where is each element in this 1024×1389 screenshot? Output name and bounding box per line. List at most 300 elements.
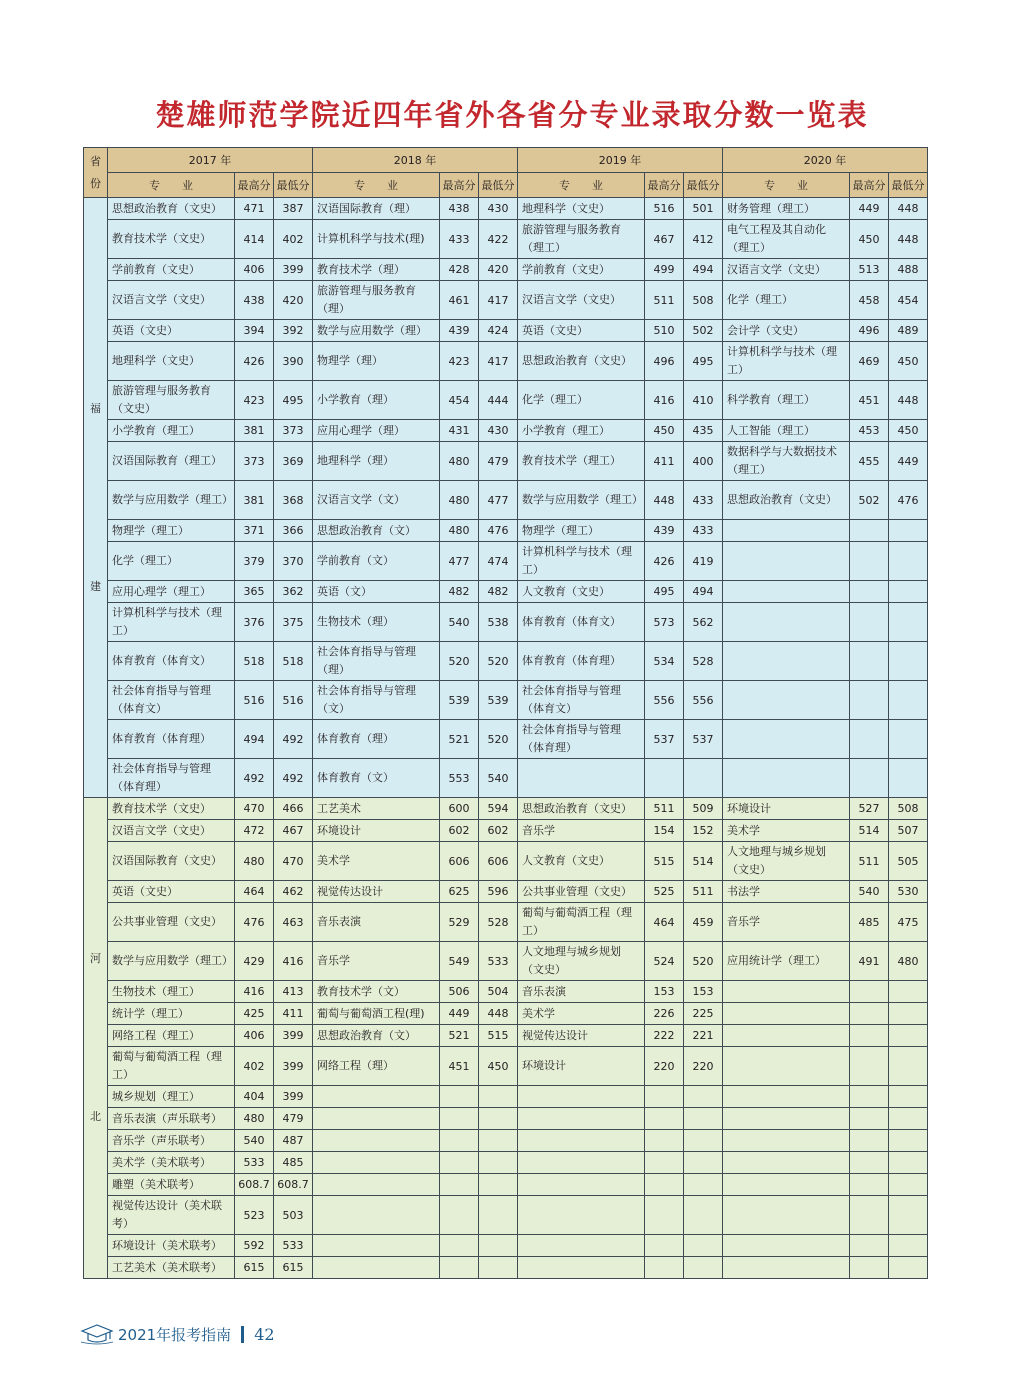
min-score-cell-2020: 488 xyxy=(889,259,928,281)
major-cell-2018: 思想政治教育（文） xyxy=(313,1025,440,1047)
min-score-cell-2018: 444 xyxy=(479,381,518,420)
major-cell-2017: 视觉传达设计（美术联考） xyxy=(108,1196,235,1235)
major-cell-2020 xyxy=(723,1152,850,1174)
max-score-cell-2019: 534 xyxy=(645,642,684,681)
max-score-cell-2020 xyxy=(850,1047,889,1086)
major-cell-2018: 物理学（理） xyxy=(313,342,440,381)
min-score-cell-2018: 594 xyxy=(479,798,518,820)
min-score-cell-2017: 495 xyxy=(274,381,313,420)
max-score-cell-2019 xyxy=(645,1257,684,1279)
max-score-cell-2018: 480 xyxy=(440,520,479,542)
table-row xyxy=(84,1235,928,1257)
table-row xyxy=(84,842,928,881)
major-cell-2018: 环境设计 xyxy=(313,820,440,842)
min-score-cell-2018: 417 xyxy=(479,281,518,320)
min-score-cell-2020: 450 xyxy=(889,420,928,442)
major-cell-2019: 音乐表演 xyxy=(518,981,645,1003)
min-score-cell-2017: 416 xyxy=(274,942,313,981)
major-cell-2017: 音乐表演（声乐联考） xyxy=(108,1108,235,1130)
min-score-cell-2020 xyxy=(889,981,928,1003)
major-cell-2020 xyxy=(723,681,850,720)
major-cell-2017: 教育技术学（文史） xyxy=(108,220,235,259)
min-score-cell-2020 xyxy=(889,603,928,642)
min-score-cell-2019: 514 xyxy=(684,842,723,881)
max-score-cell-2019: 573 xyxy=(645,603,684,642)
major-cell-2018: 英语（文） xyxy=(313,581,440,603)
major-cell-2019 xyxy=(518,1152,645,1174)
max-score-cell-2020 xyxy=(850,1108,889,1130)
table-row xyxy=(84,198,928,220)
major-cell-2019: 小学教育（理工） xyxy=(518,420,645,442)
min-score-cell-2019: 220 xyxy=(684,1047,723,1086)
major-cell-2019 xyxy=(518,1086,645,1108)
min-score-cell-2019: 508 xyxy=(684,281,723,320)
major-cell-2017: 数学与应用数学（理工） xyxy=(108,481,235,520)
min-score-cell-2020 xyxy=(889,1235,928,1257)
min-score-cell-2019: 509 xyxy=(684,798,723,820)
min-score-cell-2018 xyxy=(479,1174,518,1196)
min-score-cell-2018: 515 xyxy=(479,1025,518,1047)
max-score-cell-2017: 523 xyxy=(235,1196,274,1235)
major-cell-2019: 音乐学 xyxy=(518,820,645,842)
min-score-cell-2017: 492 xyxy=(274,720,313,759)
min-score-cell-2020 xyxy=(889,642,928,681)
table-row xyxy=(84,1257,928,1279)
max-score-cell-2018 xyxy=(440,1108,479,1130)
max-score-cell-2019 xyxy=(645,759,684,798)
major-cell-2020: 人工智能（理工） xyxy=(723,420,850,442)
major-cell-2019: 化学（理工） xyxy=(518,381,645,420)
table-row xyxy=(84,1152,928,1174)
max-score-cell-2020 xyxy=(850,1152,889,1174)
max-score-cell-2019 xyxy=(645,1086,684,1108)
max-score-cell-2019: 511 xyxy=(645,798,684,820)
min-score-cell-2019: 221 xyxy=(684,1025,723,1047)
major-cell-2018: 数学与应用数学（理） xyxy=(313,320,440,342)
major-cell-2020: 电气工程及其自动化（理工） xyxy=(723,220,850,259)
major-cell-2019 xyxy=(518,1130,645,1152)
major-cell-2020: 应用统计学（理工） xyxy=(723,942,850,981)
min-score-cell-2018: 606 xyxy=(479,842,518,881)
min-score-cell-2017: 368 xyxy=(274,481,313,520)
max-score-cell-2017: 379 xyxy=(235,542,274,581)
min-score-cell-2018: 474 xyxy=(479,542,518,581)
min-score-cell-2020 xyxy=(889,1025,928,1047)
min-score-cell-2019: 537 xyxy=(684,720,723,759)
max-score-cell-2020: 458 xyxy=(850,281,889,320)
min-score-cell-2018: 430 xyxy=(479,198,518,220)
max-score-cell-2018 xyxy=(440,1235,479,1257)
province-header: 省 份 xyxy=(84,148,108,198)
max-score-cell-2017: 464 xyxy=(235,881,274,903)
min-score-cell-2018: 479 xyxy=(479,442,518,481)
max-score-header: 最高分 xyxy=(235,173,274,198)
min-score-cell-2017: 420 xyxy=(274,281,313,320)
major-cell-2019: 数学与应用数学（理工） xyxy=(518,481,645,520)
max-score-cell-2018: 602 xyxy=(440,820,479,842)
major-cell-2017: 体育教育（体育理） xyxy=(108,720,235,759)
min-score-cell-2019 xyxy=(684,1174,723,1196)
major-cell-2019: 社会体育指导与管理（体育理） xyxy=(518,720,645,759)
max-score-cell-2019: 496 xyxy=(645,342,684,381)
major-cell-2018: 葡萄与葡萄酒工程(理) xyxy=(313,1003,440,1025)
min-score-cell-2019: 419 xyxy=(684,542,723,581)
major-cell-2019: 环境设计 xyxy=(518,1047,645,1086)
max-score-cell-2019: 515 xyxy=(645,842,684,881)
min-score-header: 最低分 xyxy=(274,173,313,198)
table-row xyxy=(84,820,928,842)
max-score-cell-2020: 511 xyxy=(850,842,889,881)
min-score-cell-2018: 520 xyxy=(479,642,518,681)
max-score-cell-2017: 615 xyxy=(235,1257,274,1279)
min-score-header: 最低分 xyxy=(684,173,723,198)
min-score-cell-2019: 501 xyxy=(684,198,723,220)
max-score-cell-2020: 514 xyxy=(850,820,889,842)
min-score-cell-2020 xyxy=(889,1086,928,1108)
max-score-cell-2020 xyxy=(850,642,889,681)
major-cell-2019: 学前教育（文史） xyxy=(518,259,645,281)
table-row xyxy=(84,1196,928,1235)
major-cell-2018 xyxy=(313,1235,440,1257)
max-score-cell-2019: 426 xyxy=(645,542,684,581)
min-score-cell-2017: 387 xyxy=(274,198,313,220)
major-cell-2018: 应用心理学（理） xyxy=(313,420,440,442)
max-score-cell-2019: 416 xyxy=(645,381,684,420)
max-score-cell-2018: 549 xyxy=(440,942,479,981)
max-score-cell-2018: 480 xyxy=(440,442,479,481)
min-score-cell-2020: 454 xyxy=(889,281,928,320)
major-cell-2020 xyxy=(723,603,850,642)
min-score-cell-2017: 399 xyxy=(274,1025,313,1047)
min-score-cell-2020: 508 xyxy=(889,798,928,820)
max-score-cell-2020 xyxy=(850,681,889,720)
major-cell-2018: 旅游管理与服务教育（理） xyxy=(313,281,440,320)
min-score-cell-2017: 608.7 xyxy=(274,1174,313,1196)
major-cell-2018: 体育教育（理） xyxy=(313,720,440,759)
major-cell-2017: 物理学（理工） xyxy=(108,520,235,542)
min-score-cell-2017: 399 xyxy=(274,1086,313,1108)
max-score-cell-2017: 381 xyxy=(235,481,274,520)
max-score-cell-2019: 154 xyxy=(645,820,684,842)
major-cell-2019: 计算机科学与技术（理工） xyxy=(518,542,645,581)
major-header: 专 业 xyxy=(723,173,850,198)
major-cell-2020 xyxy=(723,1025,850,1047)
major-cell-2019: 美术学 xyxy=(518,1003,645,1025)
year-header-2018: 2018 年 xyxy=(313,148,518,173)
major-cell-2018: 体育教育（文） xyxy=(313,759,440,798)
max-score-cell-2017: 608.7 xyxy=(235,1174,274,1196)
min-score-cell-2018: 520 xyxy=(479,720,518,759)
province-char: 河 xyxy=(90,952,101,965)
min-score-cell-2019: 412 xyxy=(684,220,723,259)
table-row xyxy=(84,1108,928,1130)
max-score-header: 最高分 xyxy=(440,173,479,198)
min-score-cell-2020 xyxy=(889,1152,928,1174)
max-score-cell-2018: 625 xyxy=(440,881,479,903)
table-row xyxy=(84,442,928,481)
min-score-cell-2018: 477 xyxy=(479,481,518,520)
major-cell-2019: 人文教育（文史） xyxy=(518,581,645,603)
major-cell-2018 xyxy=(313,1196,440,1235)
min-score-cell-2018: 504 xyxy=(479,981,518,1003)
province-char: 建 xyxy=(90,579,101,593)
table-row xyxy=(84,1086,928,1108)
min-score-cell-2020: 449 xyxy=(889,442,928,481)
max-score-cell-2019: 510 xyxy=(645,320,684,342)
min-score-cell-2018 xyxy=(479,1196,518,1235)
max-score-cell-2017: 480 xyxy=(235,842,274,881)
min-score-cell-2017: 370 xyxy=(274,542,313,581)
province-char: 福 xyxy=(90,401,101,415)
max-score-cell-2019: 448 xyxy=(645,481,684,520)
max-score-cell-2020 xyxy=(850,981,889,1003)
table-row xyxy=(84,1174,928,1196)
min-score-cell-2019 xyxy=(684,1152,723,1174)
max-score-cell-2020: 540 xyxy=(850,881,889,903)
major-cell-2020: 数据科学与大数据技术（理工） xyxy=(723,442,850,481)
table-row xyxy=(84,542,928,581)
major-cell-2018 xyxy=(313,1086,440,1108)
min-score-cell-2018: 540 xyxy=(479,759,518,798)
min-score-cell-2017: 462 xyxy=(274,881,313,903)
major-cell-2018: 地理科学（理） xyxy=(313,442,440,481)
max-score-cell-2019: 556 xyxy=(645,681,684,720)
max-score-cell-2018: 423 xyxy=(440,342,479,381)
major-cell-2017: 地理科学（文史） xyxy=(108,342,235,381)
section-fujian xyxy=(84,198,928,798)
major-cell-2020 xyxy=(723,981,850,1003)
major-cell-2018: 计算机科学与技术(理) xyxy=(313,220,440,259)
max-score-cell-2017: 414 xyxy=(235,220,274,259)
min-score-cell-2019: 494 xyxy=(684,581,723,603)
major-cell-2018 xyxy=(313,1257,440,1279)
min-score-cell-2020 xyxy=(889,681,928,720)
major-cell-2017: 葡萄与葡萄酒工程（理工） xyxy=(108,1047,235,1086)
major-cell-2019: 人文教育（文史） xyxy=(518,842,645,881)
major-cell-2020 xyxy=(723,542,850,581)
min-score-cell-2017: 518 xyxy=(274,642,313,681)
major-cell-2020 xyxy=(723,1047,850,1086)
max-score-cell-2017: 406 xyxy=(235,259,274,281)
major-cell-2020: 汉语言文学（文史） xyxy=(723,259,850,281)
major-cell-2017: 计算机科学与技术（理工） xyxy=(108,603,235,642)
max-score-cell-2020 xyxy=(850,1174,889,1196)
max-score-cell-2018: 477 xyxy=(440,542,479,581)
major-cell-2020: 计算机科学与技术（理工） xyxy=(723,342,850,381)
table-row xyxy=(84,320,928,342)
major-cell-2019: 葡萄与葡萄酒工程（理工） xyxy=(518,903,645,942)
max-score-cell-2019 xyxy=(645,1130,684,1152)
table-row xyxy=(84,342,928,381)
major-cell-2017: 体育教育（体育文） xyxy=(108,642,235,681)
min-score-cell-2020: 530 xyxy=(889,881,928,903)
table-row xyxy=(84,903,928,942)
max-score-cell-2019 xyxy=(645,1108,684,1130)
graduation-cap-icon xyxy=(80,1323,114,1345)
max-score-cell-2018: 540 xyxy=(440,603,479,642)
major-header: 专 业 xyxy=(518,173,645,198)
min-score-cell-2020: 507 xyxy=(889,820,928,842)
major-cell-2020 xyxy=(723,1108,850,1130)
max-score-cell-2020: 527 xyxy=(850,798,889,820)
min-score-cell-2018: 430 xyxy=(479,420,518,442)
min-score-cell-2019: 502 xyxy=(684,320,723,342)
min-score-cell-2018 xyxy=(479,1130,518,1152)
min-score-cell-2017: 492 xyxy=(274,759,313,798)
major-cell-2020 xyxy=(723,1257,850,1279)
major-cell-2019: 社会体育指导与管理（体育文） xyxy=(518,681,645,720)
min-score-cell-2018: 596 xyxy=(479,881,518,903)
max-score-cell-2017: 425 xyxy=(235,1003,274,1025)
major-cell-2017: 教育技术学（文史） xyxy=(108,798,235,820)
major-cell-2018: 工艺美术 xyxy=(313,798,440,820)
min-score-cell-2019 xyxy=(684,1257,723,1279)
min-score-cell-2017: 479 xyxy=(274,1108,313,1130)
max-score-cell-2019: 464 xyxy=(645,903,684,942)
max-score-cell-2017: 492 xyxy=(235,759,274,798)
major-cell-2018: 社会体育指导与管理（理） xyxy=(313,642,440,681)
max-score-cell-2018: 480 xyxy=(440,481,479,520)
min-score-cell-2017: 369 xyxy=(274,442,313,481)
table-row xyxy=(84,1025,928,1047)
min-score-cell-2020: 475 xyxy=(889,903,928,942)
major-cell-2019: 汉语言文学（文史） xyxy=(518,281,645,320)
min-score-cell-2017: 390 xyxy=(274,342,313,381)
major-cell-2019: 地理科学（文史） xyxy=(518,198,645,220)
min-score-cell-2020: 448 xyxy=(889,198,928,220)
min-score-cell-2019: 528 xyxy=(684,642,723,681)
max-score-cell-2018: 438 xyxy=(440,198,479,220)
min-score-cell-2019: 520 xyxy=(684,942,723,981)
table-row xyxy=(84,220,928,259)
major-cell-2018 xyxy=(313,1130,440,1152)
major-cell-2018: 视觉传达设计 xyxy=(313,881,440,903)
major-cell-2020: 思想政治教育（文史） xyxy=(723,481,850,520)
major-cell-2018: 社会体育指导与管理（文） xyxy=(313,681,440,720)
major-cell-2019: 体育教育（体育理） xyxy=(518,642,645,681)
max-score-cell-2018: 428 xyxy=(440,259,479,281)
max-score-cell-2020 xyxy=(850,759,889,798)
min-score-cell-2019: 153 xyxy=(684,981,723,1003)
max-score-cell-2018: 529 xyxy=(440,903,479,942)
major-cell-2017: 学前教育（文史） xyxy=(108,259,235,281)
min-score-cell-2017: 533 xyxy=(274,1235,313,1257)
max-score-cell-2017: 394 xyxy=(235,320,274,342)
major-cell-2017: 思想政治教育（文史） xyxy=(108,198,235,220)
max-score-cell-2020 xyxy=(850,1257,889,1279)
max-score-cell-2020 xyxy=(850,603,889,642)
max-score-cell-2020: 469 xyxy=(850,342,889,381)
major-cell-2017: 网络工程（理工） xyxy=(108,1025,235,1047)
max-score-cell-2018: 520 xyxy=(440,642,479,681)
min-score-cell-2018: 476 xyxy=(479,520,518,542)
min-score-cell-2019 xyxy=(684,1235,723,1257)
major-cell-2020: 美术学 xyxy=(723,820,850,842)
table-row xyxy=(84,681,928,720)
min-score-cell-2019: 494 xyxy=(684,259,723,281)
max-score-cell-2017: 472 xyxy=(235,820,274,842)
max-score-cell-2018: 606 xyxy=(440,842,479,881)
min-score-cell-2017: 463 xyxy=(274,903,313,942)
major-cell-2020 xyxy=(723,759,850,798)
min-score-cell-2020 xyxy=(889,520,928,542)
year-header-2017: 2017 年 xyxy=(108,148,313,173)
max-score-cell-2017: 406 xyxy=(235,1025,274,1047)
min-score-cell-2018: 422 xyxy=(479,220,518,259)
max-score-cell-2018: 451 xyxy=(440,1047,479,1086)
max-score-cell-2020 xyxy=(850,1235,889,1257)
min-score-cell-2018 xyxy=(479,1257,518,1279)
major-cell-2020 xyxy=(723,1130,850,1152)
table-row xyxy=(84,881,928,903)
min-score-cell-2017: 466 xyxy=(274,798,313,820)
max-score-cell-2020: 491 xyxy=(850,942,889,981)
max-score-cell-2020: 502 xyxy=(850,481,889,520)
major-cell-2019: 思想政治教育（文史） xyxy=(518,342,645,381)
min-score-cell-2018 xyxy=(479,1152,518,1174)
max-score-cell-2018: 506 xyxy=(440,981,479,1003)
year-header-2020: 2020 年 xyxy=(723,148,928,173)
major-cell-2017: 汉语国际教育（文史） xyxy=(108,842,235,881)
min-score-cell-2017: 392 xyxy=(274,320,313,342)
max-score-cell-2018: 461 xyxy=(440,281,479,320)
min-score-cell-2018: 448 xyxy=(479,1003,518,1025)
min-score-cell-2020 xyxy=(889,1196,928,1235)
max-score-cell-2019: 222 xyxy=(645,1025,684,1047)
min-score-cell-2017: 470 xyxy=(274,842,313,881)
max-score-cell-2018: 553 xyxy=(440,759,479,798)
min-score-cell-2019 xyxy=(684,1130,723,1152)
max-score-cell-2020 xyxy=(850,1003,889,1025)
min-score-cell-2017: 485 xyxy=(274,1152,313,1174)
max-score-cell-2018 xyxy=(440,1086,479,1108)
page-title: 楚雄师范学院近四年省外各省分专业录取分数一览表 xyxy=(155,98,869,132)
max-score-cell-2020: 451 xyxy=(850,381,889,420)
max-score-cell-2019: 495 xyxy=(645,581,684,603)
max-score-cell-2017: 426 xyxy=(235,342,274,381)
max-score-cell-2019: 226 xyxy=(645,1003,684,1025)
max-score-cell-2018: 449 xyxy=(440,1003,479,1025)
major-cell-2018: 美术学 xyxy=(313,842,440,881)
page-footer xyxy=(80,1322,275,1346)
max-score-cell-2020: 485 xyxy=(850,903,889,942)
major-cell-2019: 思想政治教育（文史） xyxy=(518,798,645,820)
min-score-cell-2019 xyxy=(684,759,723,798)
major-cell-2018 xyxy=(313,1108,440,1130)
max-score-cell-2020 xyxy=(850,542,889,581)
min-score-cell-2017: 399 xyxy=(274,1047,313,1086)
max-score-cell-2019: 153 xyxy=(645,981,684,1003)
min-score-cell-2017: 375 xyxy=(274,603,313,642)
major-cell-2018 xyxy=(313,1174,440,1196)
major-cell-2017: 数学与应用数学（理工） xyxy=(108,942,235,981)
min-score-cell-2017: 487 xyxy=(274,1130,313,1152)
footer-divider xyxy=(241,1326,244,1343)
min-score-cell-2018 xyxy=(479,1235,518,1257)
major-cell-2019 xyxy=(518,1235,645,1257)
max-score-cell-2018: 521 xyxy=(440,1025,479,1047)
major-cell-2017: 化学（理工） xyxy=(108,542,235,581)
max-score-cell-2017: 416 xyxy=(235,981,274,1003)
min-score-cell-2018: 602 xyxy=(479,820,518,842)
min-score-cell-2019: 495 xyxy=(684,342,723,381)
major-cell-2017: 生物技术（理工） xyxy=(108,981,235,1003)
table-row xyxy=(84,1003,928,1025)
max-score-cell-2019: 524 xyxy=(645,942,684,981)
max-score-cell-2018: 433 xyxy=(440,220,479,259)
section-hebei xyxy=(84,798,928,1279)
max-score-cell-2018: 600 xyxy=(440,798,479,820)
